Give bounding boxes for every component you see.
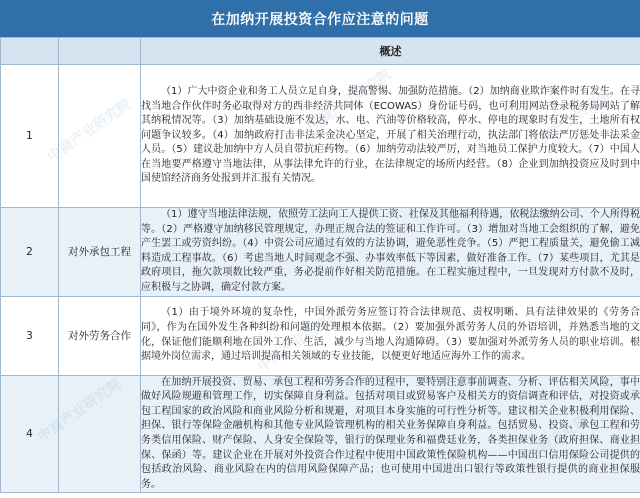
table-row [1,296,640,375]
issues-table [0,37,640,493]
row-item: 对外劳务合作 [59,296,141,375]
watermark: 中商产业研究院 [524,86,615,156]
row-item: 对外承包工程 [59,208,141,297]
table-row [1,375,640,493]
row-overview: （1）由于境外环境的复杂性，中国外派劳务应签订符合法律规范、责权明晰、具有法律效果的《劳务合同》，作为在国外发生各种纠纷和问题的处理根本依据。（2）要加强外派劳务人员的外语培训，并熟悉当地的文化，保证他们能顺利地在国外工作、生活，减少与当地人沟通障碍。（3）要加强对外派劳务人员的职业培训。根据境外岗位需求，通过培训提高相关领域的专业技能，以便更好地适应海外工作的需求。 [141,296,640,375]
row-overview: 在加纳开展投资、贸易、承包工程和劳务合作的过程中，要特别注意事前调查、分析、评估相关风险，事中做好风险规避和管理工作，切实保障自身利益。包括对项目或贸易客户及相关方的资信调查和评估，对投资或承包工程国家的政治风险和商业风险分析和规避，对项目本身实施的可行性分析等。建议相关企业积极利用保险、担保、银行等保险金融机构和其他专业风险管理机构的相关业务保障自身利益。包括贸易、投资、承包工程和劳务类信用保险、财产保险、人身安全保险等，银行的保理业务和福费廷业务，各类担保业务（政府担保、商业担保、保函）等。建议企业在开展对外投资合作过程中使用中国政策性保险机构——中国出口信用保险公司提供的包括政治风险、商业风险在内的信用风险保障产品；也可使用中国进出口银行等政策性银行提供的商业担保服务。 [141,375,640,493]
row-number: 2 [1,208,59,297]
header-overview: 概述 [141,38,640,65]
row-item [59,375,141,493]
table-row [1,65,640,208]
row-number: 4 [1,375,59,493]
header-no [1,38,59,65]
watermark: 中商产业研究院 [254,306,345,376]
table-header-row [1,38,640,65]
table-row [1,208,640,297]
row-overview: （1）广大中资企业和务工人员立足自身，提高警惕、加强防范措施。（2）加纳商业欺诈案件时有发生。在寻找当地合作伙伴时务必取得对方的西非经济共同体（ECOWAS）身份证号码，也可利用网站登录税务局网站了解其纳税情况等。（3）加纳基础设施不发达，水、电、汽油等价格较高，停水、停电的现象时有发生，土地所有权问题争议较多。（4）加纳政府打击非法采金决心坚定，开展了相关治理行动，执法部门将依法严厉惩处非法采金人员。（5）建议赴加纳中方人员自带抗疟药物。（6）加纳劳动法较严厉，对当地员工保护力度较大。（7）中国人在当地要严格遵守当地法律，从事法律允许的行业，在法律规定的场所内经营。（8）企业到加纳投资应及时到中国使馆经济商务处报到并汇报有关情况。 [141,65,640,208]
row-item [59,65,141,208]
watermark: 中商产业研究院 [304,66,395,136]
row-number: 1 [1,65,59,208]
header-item [59,38,141,65]
page-title: 在加纳开展投资合作应注意的问题 [0,0,640,37]
row-number: 3 [1,296,59,375]
watermark: 中商产业研究院 [44,96,135,166]
row-overview: （1）遵守当地法律法规，依照劳工法向工人提供工资、社保及其他福利待遇，依税法缴纳公司、个人所得税等。（2）严格遵守加纳移民管理规定，办理正规合法的签证和工作许可。（3）增加对当地工会组织的了解，避免产生罢工或劳资纠纷。（4）中资公司应通过有效的方法协调，避免恶性竞争。（5）严把工程质量关，避免偷工减料造成工程事故。（6）考虑当地人时间观念不强、办事效率低下等因素，做好准备工作。（7）某些项目，尤其是政府项目，拖欠款项数比较严重，务必提前作好相关防范措施。在工程实施过程中，一旦发现对方付款不及时，应积极与之协调，确定付款方案。 [141,208,640,297]
